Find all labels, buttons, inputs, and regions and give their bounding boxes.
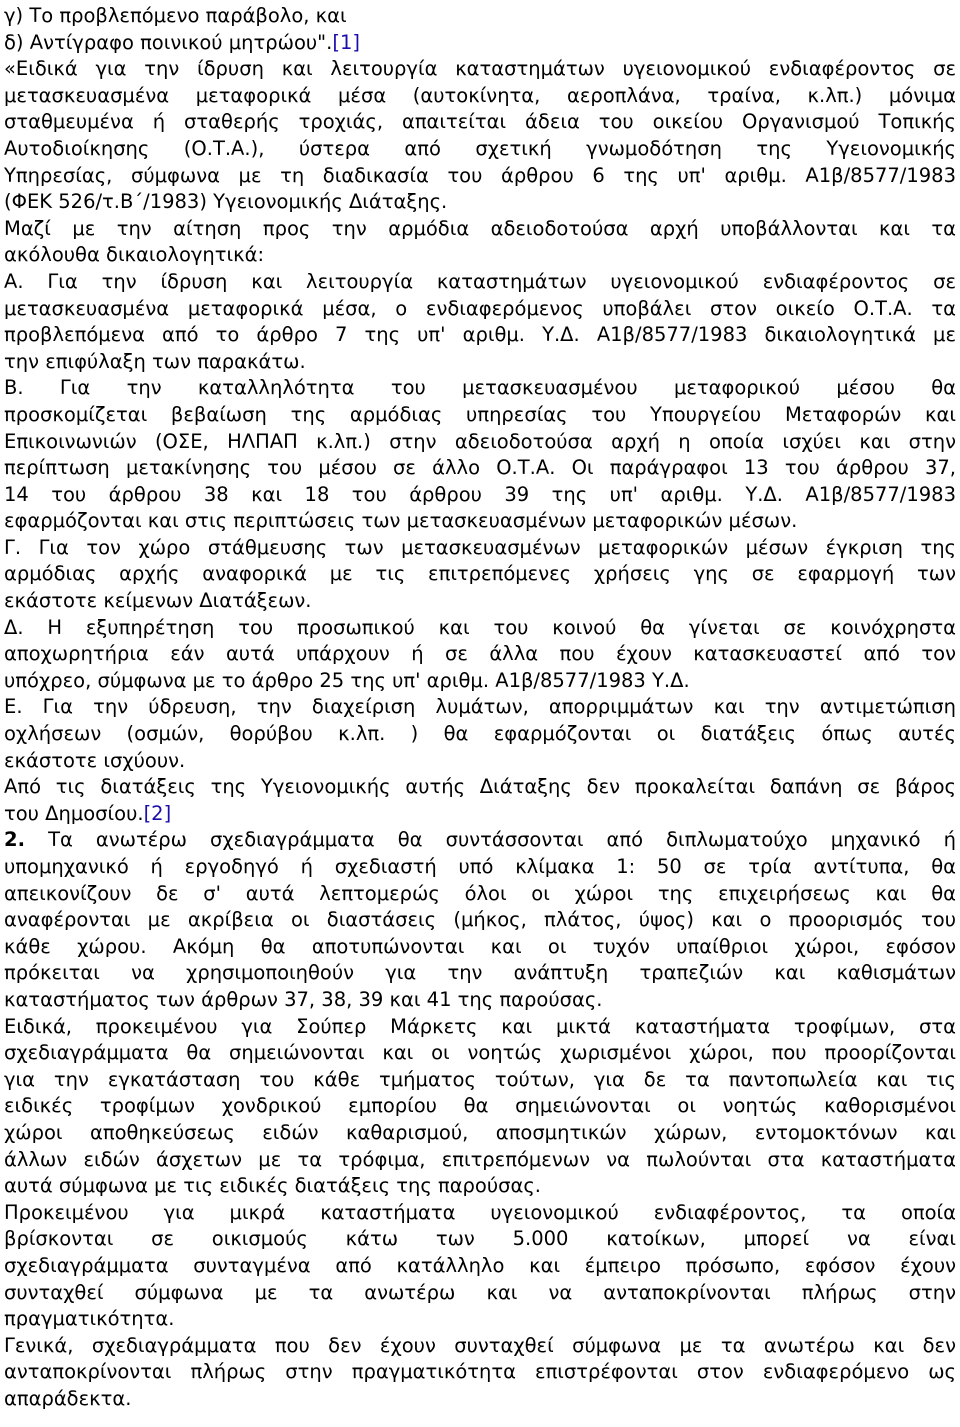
line-text: Μαζί με την αίτηση προς την αρμόδια αδειοδοτούσα αρχή υποβάλλονται και τα bbox=[4, 216, 956, 240]
line-text: εκάστοτε ισχύουν. bbox=[4, 748, 186, 772]
text-line bbox=[4, 375, 956, 402]
line-text: του Δημοσίου. bbox=[4, 801, 144, 825]
line-text: συνταχθεί σύμφωνα με τα ανωτέρω και να ανταποκρίνονται πλήρως στην bbox=[4, 1280, 956, 1304]
line-text: ειδικές τροφίμων χονδρικού εμπορίου θα σημειώνονται οι νοητώς καθορισμένοι bbox=[4, 1094, 956, 1118]
line-text: Από τις διατάξεις της Υγειονομικής αυτής Διάταξης δεν προκαλείται δαπάνη σε βάρος bbox=[4, 775, 956, 799]
text-line bbox=[4, 3, 956, 30]
text-line bbox=[4, 1040, 956, 1067]
section-number: 2. bbox=[4, 828, 25, 852]
text-line bbox=[4, 854, 956, 881]
text-line bbox=[4, 1067, 956, 1094]
footnote-link[interactable]: [1] bbox=[332, 30, 360, 54]
text-line bbox=[4, 216, 956, 243]
line-text: αποχωρητήρια εάν αυτά υπάρχουν ή σε άλλα που έχουν κατασκευαστεί από τον bbox=[4, 642, 956, 666]
line-text: 14 του άρθρου 38 και 18 του άρθρου 39 της υπ' αριθμ. Υ.Δ. Α1β/8577/1983 bbox=[4, 482, 956, 506]
line-text: άλλων ειδών άσχετων με τα τρόφιμα, επιτρεπόμενων να πωλούνται στα καταστήματα bbox=[4, 1147, 956, 1171]
line-text: περίπτωση μετακίνησης του μέσου σε άλλο Ο.Τ.Α. Οι παράγραφοι 13 του άρθρου 37, bbox=[4, 456, 956, 480]
line-text: Τα ανωτέρω σχεδιαγράμματα θα συντάσσονται από διπλωματούχο μηχανικό ή bbox=[24, 828, 956, 852]
line-text: οχλήσεων (οσμών, θορύβου κ.λπ. ) θα εφαρμόζονται οι διατάξεις όπως αυτές bbox=[4, 722, 956, 746]
text-line bbox=[4, 774, 956, 801]
line-text: μετασκευασμένα μεταφορικά μέσα (αυτοκίνητα, αεροπλάνα, τραίνα, κ.λπ.) μόνιμα bbox=[4, 83, 956, 107]
line-text: Υπηρεσίας, σύμφωνα με τη διαδικασία του άρθρου 6 της υπ' αριθμ. Α1β/8577/1983 bbox=[4, 163, 956, 187]
text-line bbox=[4, 1306, 956, 1333]
text-line bbox=[4, 242, 956, 269]
text-line bbox=[4, 189, 956, 216]
text-line bbox=[4, 668, 956, 695]
line-text: κάθε χώρου. Ακόμη θα αποτυπώνονται και οι τυχόν υπαίθριοι χώροι, εφόσον bbox=[4, 934, 956, 958]
text-line bbox=[4, 1386, 956, 1413]
line-text: απαράδεκτα. bbox=[4, 1386, 132, 1410]
line-text: Ε. Για την ύδρευση, την διαχείριση λυμάτων, απορριμμάτων και την αντιμετώπιση bbox=[4, 695, 956, 719]
line-text: προβλεπόμενα από το άρθρο 7 της υπ' αριθμ. Υ.Δ. Α1β/8577/1983 δικαιολογητικά με bbox=[4, 323, 956, 347]
line-text: υπόχρεο, σύμφωνα με το άρθρο 25 της υπ' αριθμ. Α1β/8577/1983 Υ.Δ. bbox=[4, 668, 690, 692]
line-text: απεικονίζουν δε σ' αυτά λεπτομερώς όλοι οι χώροι της επιχειρήσεως και θα bbox=[4, 881, 956, 905]
text-line bbox=[4, 721, 956, 748]
line-text: ανταποκρίνονται πλήρως στην πραγματικότητα επιστρέφονται στον ενδιαφερόμενο ως bbox=[4, 1360, 956, 1384]
text-line bbox=[4, 827, 956, 854]
text-line bbox=[4, 30, 956, 57]
line-text: μετασκευασμένα μεταφορικά μέσα, ο ενδιαφερόμενος υποβάλει στον οικείο Ο.Τ.Α. τα bbox=[4, 296, 956, 320]
text-line bbox=[4, 1200, 956, 1227]
text-line bbox=[4, 641, 956, 668]
line-text: Α. Για την ίδρυση και λειτουργία καταστημάτων υγειονομικού ενδιαφέροντος σε bbox=[4, 269, 956, 293]
text-line bbox=[4, 1173, 956, 1200]
text-line bbox=[4, 801, 956, 828]
text-line bbox=[4, 83, 956, 110]
line-text: αυτά σύμφωνα με τις ειδικές διατάξεις της παρούσας. bbox=[4, 1174, 542, 1198]
text-line bbox=[4, 615, 956, 642]
text-line bbox=[4, 508, 956, 535]
text-line bbox=[4, 1359, 956, 1386]
line-text: υπομηχανικό ή εργοδηγό ή σχεδιαστή υπό κλίμακα 1: 50 σε τρία αντίτυπα, θα bbox=[4, 855, 956, 878]
line-text: (ΦΕΚ 526/τ.Β΄/1983) Υγειονομικής Διάταξης. bbox=[4, 190, 448, 214]
line-text: αρμόδιας αρχής αναφορικά με τις επιτρεπόμενες χρήσεις γης σε εφαρμογή των bbox=[4, 562, 956, 586]
line-text: σχεδιαγράμματα θα σημειώνονται και οι νοητώς χωρισμένοι χώροι, που προορίζονται bbox=[4, 1041, 956, 1065]
line-text: βρίσκονται σε οικισμούς κάτω των 5.000 κατοίκων, μπορεί να είναι bbox=[4, 1227, 956, 1251]
text-line bbox=[4, 1226, 956, 1253]
line-text: πρόκειται να χρησιμοποιηθούν για την ανάπτυξη τραπεζιών και καθισμάτων bbox=[4, 961, 956, 985]
text-line bbox=[4, 694, 956, 721]
text-line bbox=[4, 748, 956, 775]
footnote-link[interactable]: [2] bbox=[143, 801, 172, 825]
text-line bbox=[4, 269, 956, 296]
line-text: καταστήματος των άρθρων 37, 38, 39 και 41 της παρούσας. bbox=[4, 987, 603, 1011]
line-text: πραγματικότητα. bbox=[4, 1307, 175, 1331]
line-text: σταθμευμένα ή σταθερής τροχιάς, απαιτείται άδεια του οικείου Οργανισμού Τοπικής bbox=[4, 110, 956, 134]
line-text: Δ. Η εξυπηρέτηση του προσωπικού και του κοινού θα γίνεται σε κοινόχρηστα bbox=[4, 615, 956, 639]
text-line bbox=[4, 907, 956, 934]
line-text: προσκομίζεται βεβαίωση της αρμόδιας υπηρεσίας του Υπουργείου Μεταφορών και bbox=[4, 402, 956, 426]
text-line bbox=[4, 429, 956, 456]
line-text: για την εγκατάσταση του κάθε τμήματος τούτων, για δε τα παντοπωλεία και τις bbox=[4, 1067, 956, 1091]
text-line bbox=[4, 1333, 956, 1360]
line-text: δ) Αντίγραφο ποινικού μητρώου". bbox=[4, 30, 333, 54]
text-line bbox=[4, 1093, 956, 1120]
line-text: Β. Για την καταλληλότητα του μετασκευασμένου μεταφορικού μέσου θα bbox=[4, 376, 956, 400]
line-text: γ) Το προβλεπόμενο παράβολο, και bbox=[4, 4, 347, 27]
text-line bbox=[4, 1147, 956, 1174]
text-line bbox=[4, 402, 956, 429]
text-line bbox=[4, 482, 956, 509]
line-text: αναφέρονται με ακρίβεια οι διαστάσεις (μήκος, πλάτος, ύψος) και ο προορισμός του bbox=[4, 908, 956, 932]
line-text: χώροι αποθηκεύσεως ειδών καθαρισμού, αποσμητικών χώρων, εντομοκτόνων και bbox=[4, 1120, 956, 1144]
text-line bbox=[4, 136, 956, 163]
line-text: Αυτοδιοίκησης (Ο.Τ.Α.), ύστερα από σχετική γνωμοδότηση της Υγειονομικής bbox=[4, 136, 956, 160]
text-line bbox=[4, 561, 956, 588]
text-line bbox=[4, 934, 956, 961]
text-line bbox=[4, 588, 956, 615]
text-line bbox=[4, 455, 956, 482]
text-line bbox=[4, 56, 956, 83]
line-text: εφαρμόζονται και στις περιπτώσεις των μετασκευασμένων μεταφορικών μέσων. bbox=[4, 509, 798, 533]
text-line bbox=[4, 960, 956, 987]
text-line bbox=[4, 987, 956, 1014]
line-text: «Ειδικά για την ίδρυση και λειτουργία καταστημάτων υγειονομικού ενδιαφέροντος σε bbox=[4, 57, 956, 81]
text-line bbox=[4, 296, 956, 323]
text-line bbox=[4, 349, 956, 376]
line-text: ακόλουθα δικαιολογητικά: bbox=[4, 243, 265, 267]
line-text: σχεδιαγράμματα συνταγμένα από κατάλληλο και έμπειρο πρόσωπο, εφόσον έχουν bbox=[4, 1253, 956, 1277]
text-line bbox=[4, 1253, 956, 1280]
text-line bbox=[4, 535, 956, 562]
line-text: Γενικά, σχεδιαγράμματα που δεν έχουν συνταχθεί σύμφωνα με τα ανωτέρω και δεν bbox=[4, 1333, 956, 1357]
line-text: εκάστοτε κείμενων Διατάξεων. bbox=[4, 589, 312, 613]
text-line bbox=[4, 109, 956, 136]
line-text: Ειδικά, προκειμένου για Σούπερ Μάρκετς και μικτά καταστήματα τροφίμων, στα bbox=[4, 1014, 956, 1038]
line-text: Γ. Για τον χώρο στάθμευσης των μετασκευασμένων μεταφορικών μέσων έγκριση της bbox=[4, 535, 956, 559]
text-line bbox=[4, 1120, 956, 1147]
line-text: Επικοινωνιών (ΟΣΕ, ΗΛΠΑΠ κ.λπ.) στην αδειοδοτούσα αρχή η οποία ισχύει και στην bbox=[4, 429, 956, 453]
text-line bbox=[4, 1014, 956, 1041]
text-line bbox=[4, 1280, 956, 1307]
text-line bbox=[4, 322, 956, 349]
text-line bbox=[4, 881, 956, 908]
line-text: Προκειμένου για μικρά καταστήματα υγειονομικού ενδιαφέροντος, τα οποία bbox=[4, 1200, 956, 1224]
line-text: την επιφύλαξη των παρακάτω. bbox=[4, 349, 306, 373]
text-line bbox=[4, 163, 956, 190]
